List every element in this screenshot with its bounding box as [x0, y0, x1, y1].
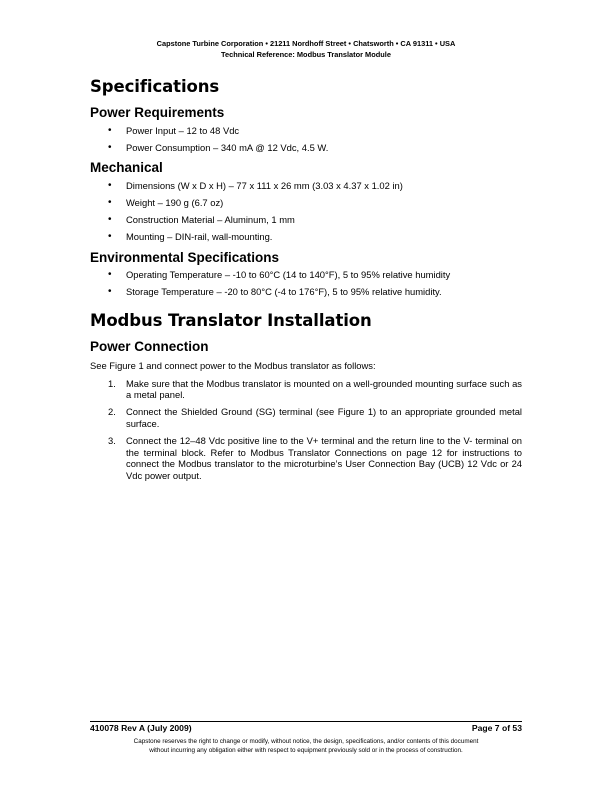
- list-item: • Weight – 190 g (6.7 oz): [90, 197, 522, 209]
- list-item: • Mounting – DIN-rail, wall-mounting.: [90, 231, 522, 243]
- page-header: [0, 38, 612, 60]
- list-item: • Storage Temperature – -20 to 80°C (-4 to 176°F), 5 to 95% relative humidity.: [90, 286, 522, 298]
- step-number: 3.: [108, 435, 116, 447]
- mechanical-heading: Mechanical: [90, 160, 163, 176]
- list-item: [90, 406, 522, 429]
- step-text: Connect the Shielded Ground (SG) terminal (see Figure 1) to an appropriate grounded metal surface.: [126, 406, 522, 429]
- list-item: • Power Input – 12 to 48 Vdc: [90, 125, 522, 137]
- list-item: [90, 378, 522, 401]
- power-connection-steps: [90, 378, 522, 482]
- specifications-title: Specifications: [90, 77, 220, 96]
- footer-divider: [90, 721, 522, 722]
- power-requirements-list: [90, 125, 522, 154]
- environmental-heading: Environmental Specifications: [90, 249, 280, 265]
- page-number: Page 7 of 53: [471, 723, 522, 733]
- page-content: [90, 76, 522, 487]
- list-item: • Operating Temperature – -10 to 60°C (14 to 140°F), 5 to 95% relative humidity: [90, 269, 522, 281]
- list-item: • Dimensions (W x D x H) – 77 x 111 x 26 mm (3.03 x 4.37 x 1.02 in): [90, 180, 522, 192]
- list-item: • Power Consumption – 340 mA @ 12 Vdc, 4.5 W.: [90, 142, 522, 154]
- list-item: • Construction Material – Aluminum, 1 mm: [90, 214, 522, 226]
- header-doc-title: Technical Reference: Modbus Translator Module: [221, 50, 391, 59]
- header-address: Capstone Turbine Corporation • 21211 Nordhoff Street • Chatsworth • CA 91311 • USA: [156, 39, 456, 48]
- list-item: [90, 435, 522, 481]
- step-text: Connect the 12–48 Vdc positive line to the V+ terminal and the return line to the V- terminal on the terminal block. Refer to Modbus Translator Connections on page 12 for instructions to connect the Modbus translator to the microturbine’s User Connection Bay (UCB) 12 Vdc or 24 Vdc power output.: [126, 435, 522, 481]
- power-requirements-heading: Power Requirements: [90, 105, 225, 120]
- page-footer: [90, 723, 522, 734]
- step-number: 2.: [108, 406, 116, 418]
- power-connection-heading: Power Connection: [90, 338, 209, 354]
- disclaimer-line-2: without incurring any obligation either with respect to equipment previously sold or in the process of construction.: [149, 747, 463, 754]
- document-revision: 410078 Rev A (July 2009): [90, 723, 192, 733]
- installation-title: Modbus Translator Installation: [90, 310, 372, 330]
- footer-disclaimer: [60, 737, 552, 755]
- step-number: 1.: [108, 377, 116, 389]
- disclaimer-line-1: Capstone reserves the right to change or modify, without notice, the design, specifications, and/or contents of this document: [133, 738, 479, 745]
- step-text: Make sure that the Modbus translator is mounted on a well-grounded mounting surface such as a metal panel.: [126, 377, 522, 401]
- power-connection-intro: See Figure 1 and connect power to the Modbus translator as follows:: [90, 359, 376, 371]
- mechanical-list: [90, 180, 522, 243]
- environmental-list: [90, 269, 522, 298]
